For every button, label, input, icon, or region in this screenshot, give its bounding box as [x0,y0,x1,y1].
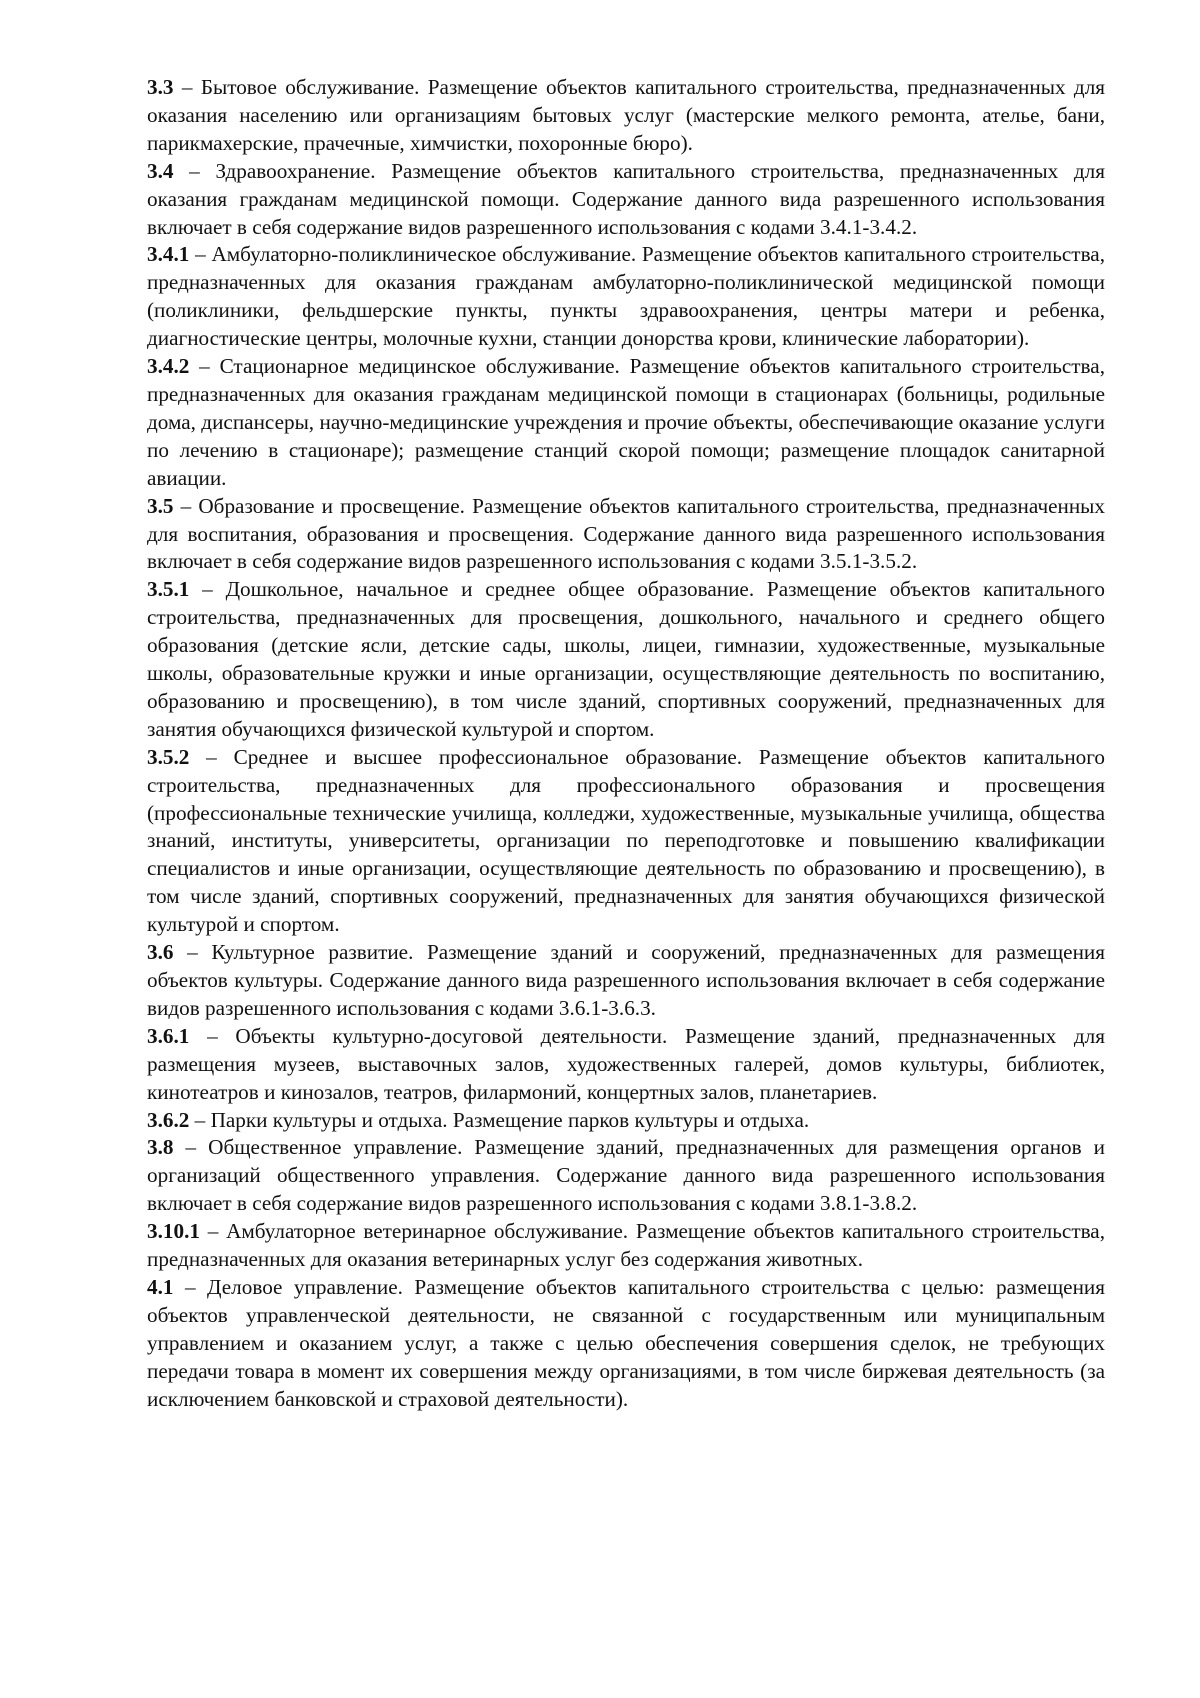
entry-text: Деловое управление. Размещение объектов капитального строительства с целью: размещения объектов управленческой деятельности, не связанной с государственным или муниципальным управлением и оказанием услуг, а также с целью обеспечения совершения сделок, не требующих передачи товара в момент их совершения между организациями, в том числе биржевая деятельность (за исключением банковской и страховой деятельности). [147,1274,1106,1411]
entry-code: 3.5 [147,493,174,518]
entry-3-5 [147,493,1105,577]
entry-code: 3.4 [147,158,174,183]
entry-text: Общественное управление. Размещение зданий, предназначенных для размещения органов и организаций общественного управления. Содержание данного вида разрешенного использования включает в себя содержание видов разрешенного использования с кодами 3.8.1-3.8.2. [147,1135,1106,1216]
entry-code: 3.6.2 [147,1107,190,1132]
entry-code: 4.1 [147,1274,174,1299]
entry-code: 3.3 [147,75,174,99]
entry-text: Образование и просвещение. Размещение объектов капитального строительства, предназначенных для воспитания, образования и просвещения. Содержание данного вида разрешенного использования включает в себя содержание видов разрешенного использования с кодами 3.5.1-3.5.2. [147,493,1106,574]
entry-3-5-1 [147,576,1105,743]
entry-code: 3.10.1 [147,1219,200,1244]
entry-3-5-2 [147,744,1105,939]
entry-3-6 [147,939,1105,1023]
entry-3-6-1 [147,1023,1105,1107]
entry-code: 3.4.2 [147,354,190,379]
entry-code: 3.4.1 [147,242,190,267]
entry-text: Бытовое обслуживание. Размещение объектов капитального строительства, предназначенных для оказания населению или организациям бытовых услуг (мастерские мелкого ремонта, ателье, бани, парикмахерские, прачечные, химчистки, похоронные бюро). [147,75,1106,155]
entry-separator: – [173,493,199,518]
entry-separator: – [189,744,234,769]
entry-text: Амбулаторно-поликлиническое обслуживание. Размещение объектов капитального строительства, предназначенных для оказания гражданам амбулаторно-поликлинической медицинской помощи (поликлиники, фельдшерские пункты, пункты здравоохранения, центры матери и ребенка, диагностические центры, молочные кухни, станции донорства крови, клинические лаборатории). [147,242,1105,351]
entry-3-6-2 [147,1107,1105,1135]
entry-text: Здравоохранение. Размещение объектов капитального строительства, предназначенных для оказания гражданам медицинской помощи. Содержание данного вида разрешенного использования включает в себя содержание видов разрешенного использования с кодами 3.4.1-3.4.2. [147,158,1106,239]
entry-code: 3.6.1 [147,1023,190,1048]
entry-3-8 [147,1134,1105,1218]
entry-code: 3.5.2 [147,744,190,769]
entry-text: Амбулаторное ветеринарное обслуживание. Размещение объектов капитального строительства, предназначенных для оказания ветеринарных услуг без содержания животных. [147,1219,1106,1272]
entry-separator: – [173,75,201,99]
entry-text: Культурное развитие. Размещение зданий и сооружений, предназначенных для размещения объектов культуры. Содержание данного вида разрешенного использования включает в себя содержание видов разрешенного использования с кодами 3.6.1-3.6.3. [147,940,1105,1020]
entry-separator: – [173,158,216,183]
entry-text: Объекты культурно-досуговой деятельности. Размещение зданий, предназначенных для размещения музеев, выставочных залов, художественных галерей, домов культуры, библиотек, кинотеатров и кинозалов, театров, филармоний, концертных залов, планетариев. [147,1023,1105,1104]
entry-separator: – [189,1023,236,1048]
entry-text: Среднее и высшее профессиональное образование. Размещение объектов капитального строительства, предназначенных для профессионального образования и просвещения (профессиональные технические училища, колледжи, художественные, музыкальные училища, общества знаний, институты, университеты, организации по переподготовке и повышению квалификации специалистов и иные организации, осуществляющие деятельность по образованию и просвещению), в том числе зданий, спортивных сооружений, предназначенных для занятия обучающихся физической культурой и спортом. [147,744,1106,937]
entry-4-1 [147,1274,1105,1414]
entry-separator: – [189,1107,211,1132]
entry-code: 3.5.1 [147,577,190,602]
entry-3-10-1 [147,1218,1105,1274]
entry-text: Дошкольное, начальное и среднее общее образование. Размещение объектов капитального строительства, предназначенных для просвещения, дошкольного, начального и среднего общего образования (детские ясли, детские сады, школы, лицеи, гимназии, художественные, музыкальные школы, образовательные кружки и иные организации, осуществляющие деятельность по воспитанию, образованию и просвещению), в том числе зданий, спортивных сооружений, предназначенных для занятия обучающихся физической культурой и спортом. [147,577,1105,741]
entry-3-3 [147,74,1105,158]
entry-separator: – [189,242,212,267]
entry-code: 3.8 [147,1135,174,1160]
entry-separator: – [173,1274,208,1299]
entry-3-4 [147,158,1105,242]
entry-separator: – [189,577,226,602]
entry-separator: – [173,940,212,965]
entry-text: Стационарное медицинское обслуживание. Размещение объектов капитального строительства, предназначенных для оказания гражданам медицинской помощи в стационарах (больницы, родильные дома, диспансеры, научно-медицинские учреждения и прочие объекты, обеспечивающие оказание услуги по лечению в стационаре); размещение станций скорой помощи; размещение площадок санитарной авиации. [147,354,1105,490]
entry-separator: – [173,1135,209,1160]
entry-code: 3.6 [147,940,174,965]
document-page [147,74,1105,1414]
entry-3-4-1 [147,241,1105,353]
entry-text: Парки культуры и отдыха. Размещение парков культуры и отдыха. [210,1107,810,1132]
entry-separator: – [189,354,220,379]
entry-separator: – [199,1219,227,1244]
entry-3-4-2 [147,353,1105,493]
